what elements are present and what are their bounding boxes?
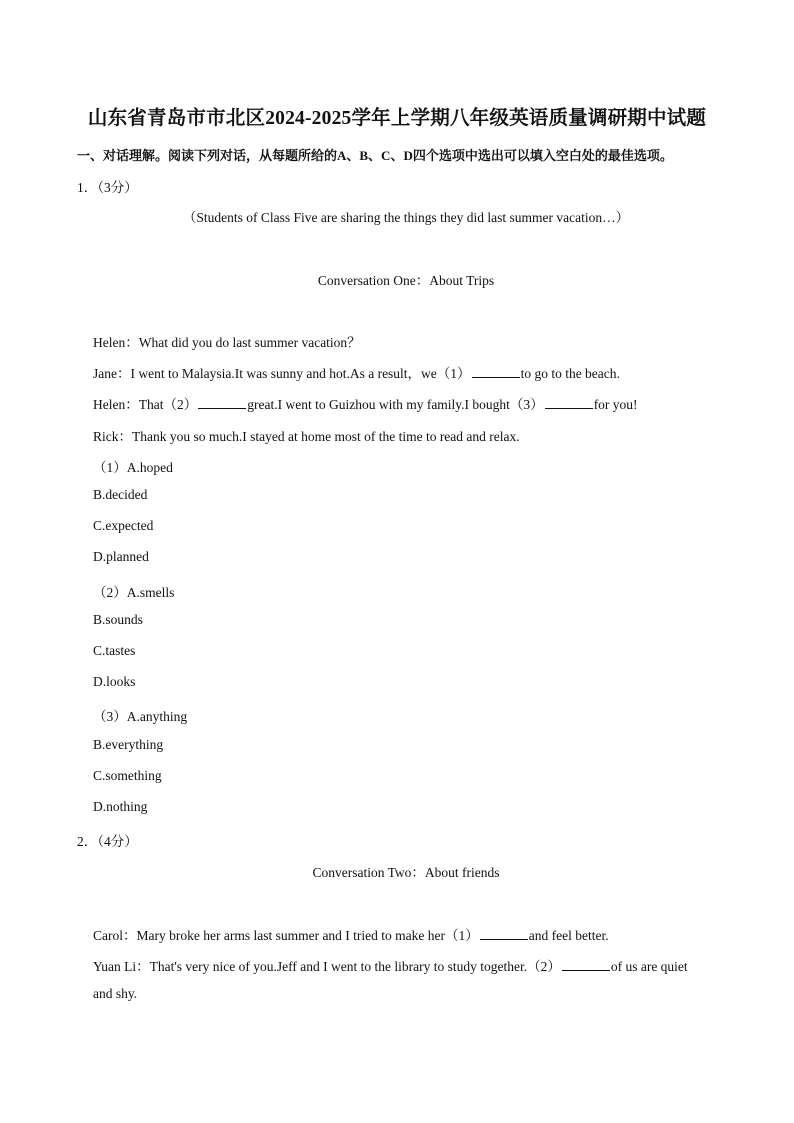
conversation-one-title: Conversation One：About Trips <box>317 273 495 288</box>
dialogue-line-yuan-li-cont: and shy. <box>93 986 138 1001</box>
dialogue-line-rick: Rick：Thank you so much.I stayed at home most of the time to read and relax. <box>93 429 520 444</box>
answer-blank-2 <box>198 396 246 409</box>
dialogue-line-yuan-li <box>93 955 688 975</box>
conversation-two-title: Conversation Two：About friends <box>312 865 500 880</box>
page-title: 山东省青岛市市北区2024-2025学年上学期八年级英语质量调研期中试题 <box>87 108 707 129</box>
answer-blank-3 <box>545 396 593 409</box>
dialogue-line-helen-2 <box>93 393 638 413</box>
option-item: （1）A.hoped <box>93 460 173 475</box>
dialogue-line-helen-1: Helen：What did you do last summer vacation？ <box>93 335 361 350</box>
question-1-number: 1．（3分） <box>77 180 138 195</box>
dialogue-line-carol <box>93 924 609 944</box>
dialogue-text: Helen：That（2） <box>93 397 198 412</box>
option-item: D.planned <box>93 549 149 564</box>
option-item: （3）A.anything <box>93 709 188 724</box>
option-item: D.looks <box>93 674 136 689</box>
answer-blank-1 <box>472 365 520 378</box>
dialogue-line-jane <box>93 362 620 382</box>
question-2-number: 2．（4分） <box>77 834 138 849</box>
question-1-intro: （Students of Class Five are sharing the things they did last summer vacation…） <box>182 210 630 225</box>
dialogue-text: to go to the beach. <box>520 366 620 381</box>
dialogue-text: Yuan Li：That's very nice of you.Jeff and I went to the library to study together.（2） <box>93 959 561 974</box>
dialogue-text: and feel better. <box>528 928 609 943</box>
option-item: （2）A.smells <box>93 585 175 600</box>
section-heading: 一、对话理解。阅读下列对话，从每题所给的A、B、C、D四个选项中选出可以填入空白处的最佳选项。 <box>77 148 673 163</box>
dialogue-text: for you! <box>593 397 638 412</box>
option-item: B.decided <box>93 487 148 502</box>
option-item: C.something <box>93 768 162 783</box>
answer-blank-1 <box>480 927 528 940</box>
option-item: B.sounds <box>93 612 143 627</box>
dialogue-text: Carol：Mary broke her arms last summer and I tried to make her（1） <box>93 928 479 943</box>
option-item: B.everything <box>93 737 164 752</box>
option-item: C.tastes <box>93 643 136 658</box>
dialogue-text: of us are quiet <box>610 959 688 974</box>
option-item: D.nothing <box>93 799 148 814</box>
dialogue-text: great.I went to Guizhou with my family.I bought（3） <box>247 397 544 412</box>
dialogue-text: Jane：I went to Malaysia.It was sunny and hot.As a result，we（1） <box>93 366 471 381</box>
answer-blank-2 <box>562 958 610 971</box>
option-item: C.expected <box>93 518 154 533</box>
